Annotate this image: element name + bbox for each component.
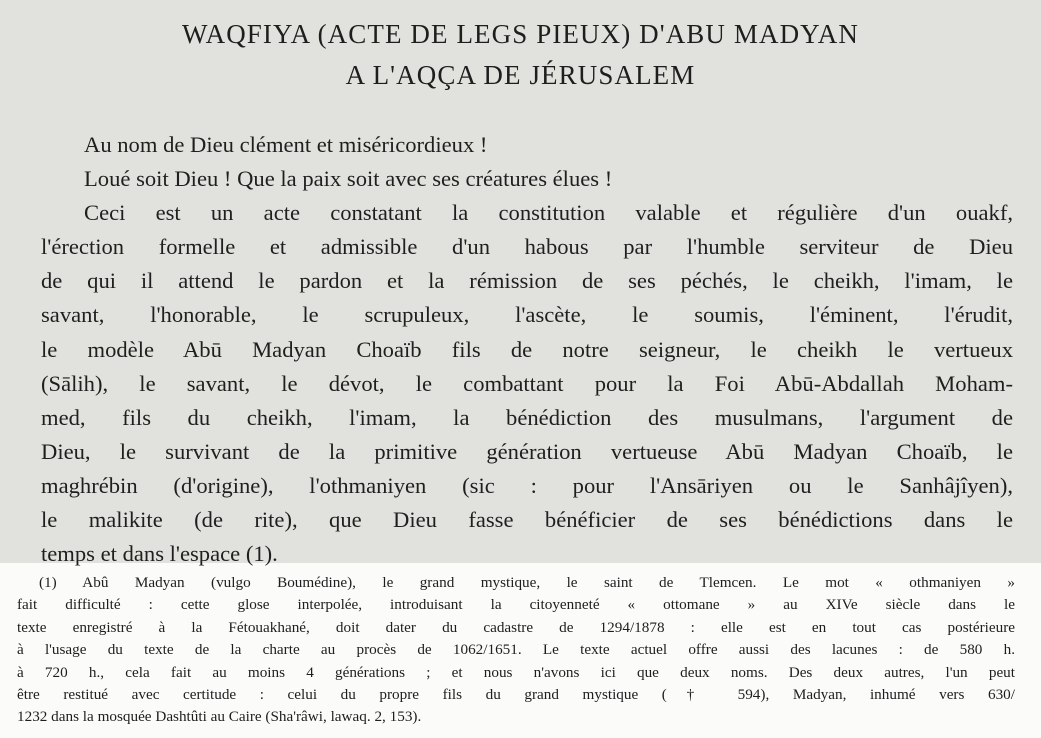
footnote [17, 572, 1015, 729]
footnote-line: texte enregistré à la Fétouakhané, doit dater du cadastre de 1294/1878 : elle est en tout cas postérieure [17, 618, 1015, 636]
text-line: maghrébin (d'origine), l'othmaniyen (sic : pour l'Ansāriyen ou le Sanhâjîyen), [41, 472, 1013, 498]
text-line: med, fils du cheikh, l'imam, la bénédiction des musulmans, l'argument de [41, 404, 1013, 430]
text-line: Loué soit Dieu ! Que la paix soit avec ses créatures élues ! [84, 166, 613, 192]
footnote-line: fait difficulté : cette glose interpolée, introduisant la citoyenneté « ottomane » au XIVe siècle dans le [17, 596, 1015, 614]
text-line: de qui il attend le pardon et la rémission de ses péchés, le cheikh, l'imam, le [41, 268, 1013, 294]
footnote-line: être restitué avec certitude : celui du propre fils du grand mystique († 594), Madyan, inhumé vers 630/ [17, 686, 1015, 704]
page-title-line-2: A L'AQÇA DE JÉRUSALEM [345, 60, 696, 90]
text-line: Dieu, le survivant de la primitive génération vertueuse Abū Madyan Choaïb, le [41, 438, 1013, 464]
footnote-line: à 720 h., cela fait au moins 4 générations ; et nous n'avons ici que deux noms. Des deux autres, l'un peut [17, 663, 1015, 681]
text-line: savant, l'honorable, le scrupuleux, l'ascète, le soumis, l'éminent, l'érudit, [41, 302, 1013, 328]
footnote-line: à l'usage du texte de la charte au procès de 1062/1651. Le texte actuel offre aussi des lacunes : de 580 h. [17, 641, 1015, 659]
main-text [41, 128, 1013, 571]
text-line: (Sālih), le savant, le dévot, le combattant pour la Foi Abū-Abdallah Moham- [41, 370, 1013, 396]
text-line: le malikite (de rite), que Dieu fasse bénéficier de ses bénédictions dans le [41, 507, 1013, 533]
text-line: temps et dans l'espace (1). [41, 541, 278, 567]
text-line: Au nom de Dieu clément et miséricordieux ! [84, 132, 488, 157]
page-title-line-1: WAQFIYA (ACTE DE LEGS PIEUX) D'ABU MADYAN [182, 19, 859, 49]
footnote-line: 1232 dans la mosquée Dashtûti au Caire (Sha'râwi, lawaq. 2, 153). [17, 708, 422, 726]
text-line: Ceci est un acte constatant la constitution valable et régulière d'un ouakf, [84, 200, 1013, 226]
text-line: le modèle Abū Madyan Choaïb fils de notre seigneur, le cheikh le vertueux [41, 336, 1013, 362]
text-line: l'érection formelle et admissible d'un habous par l'humble serviteur de Dieu [41, 234, 1013, 260]
footnote-line: (1) Abû Madyan (vulgo Boumédine), le grand mystique, le saint de Tlemcen. Le mot « othmaniyen » [39, 574, 1015, 591]
